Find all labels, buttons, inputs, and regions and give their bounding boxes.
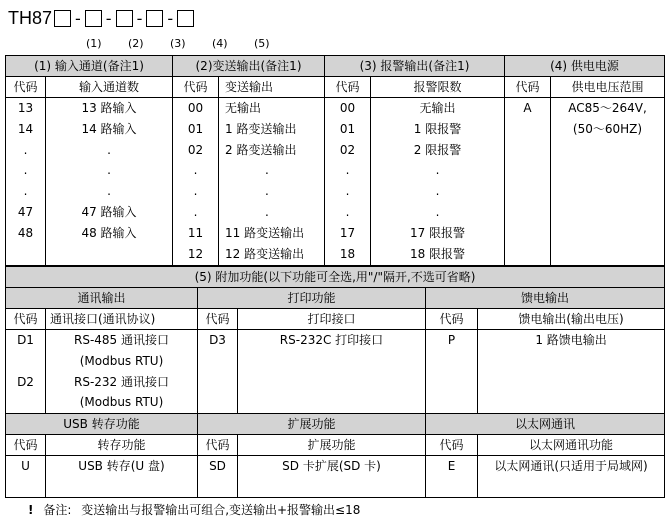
cell-text: D3 [209,333,226,347]
cell-text: . [345,163,350,178]
cell-text: . [435,163,440,178]
cell-text: 11 [187,225,204,240]
cell-text: . [107,184,111,199]
alarm-desc-cell [371,98,505,266]
cell-text: 13 [17,101,34,115]
cell-text: RS-485 通讯接口 [73,333,169,347]
cell-text: 48 路输入 [81,225,137,240]
cell-text: 1 限报警 [413,121,462,136]
cell-text: 14 [17,121,34,136]
header-input: (1) 输入通道(备注1) [6,56,173,77]
cell-text: 02 [187,142,204,157]
subheader: 代码 [505,77,551,98]
code-box-1 [54,10,71,27]
cell-text: 11 路变送输出 [225,225,305,240]
header-transmit: (2)变送输出(备注1) [173,56,325,77]
power-code-cell [505,98,551,266]
subheader: 代码 [198,309,238,330]
cell-text: 以太网通讯(只适用于局域网) [494,459,648,474]
index-label: (5) [254,37,270,50]
usb-desc-cell [46,456,198,498]
spacer [6,351,45,372]
cell-text: 2 路变送输出 [225,142,297,157]
cell-text: . [107,142,111,157]
cell-text: . [435,204,440,219]
cell-text: SD [209,459,226,474]
subheader: 报警限数 [371,77,505,98]
cell-text: 00 [339,101,356,115]
cell-text: . [23,163,28,178]
cell-text: (Modbus RTU) [79,353,164,368]
cell-text: E [447,459,456,474]
subheader: 代码 [173,77,219,98]
dash: - [136,8,143,28]
group-ethernet: 以太网通讯 [426,414,665,435]
subheader: 代码 [6,435,46,456]
transmit-code-cell [173,98,219,266]
cell-text: . [435,184,440,199]
input-code-cell [6,98,46,266]
subheader: 通讯接口(通讯协议) [46,309,198,330]
dash: - [167,8,174,28]
index-label: (1) [86,37,102,50]
group-comm: 通讯输出 [6,288,198,309]
cell-text: 47 [17,204,34,219]
cell-text: SD 卡扩展(SD 卡) [282,459,381,474]
code-box-2 [85,10,102,27]
cell-text: 2 限报警 [413,142,462,157]
subheader: 代码 [198,435,238,456]
cell-text: 02 [339,142,356,157]
cell-text: 47 路输入 [81,204,137,219]
cell-text: 17 限报警 [409,225,466,240]
cell-text: 01 [339,121,356,136]
cell-text: . [345,204,350,219]
spec-table-top [5,55,665,266]
cell-text: 无输出 [225,101,262,115]
index-label: (2) [128,37,144,50]
cell-text: 00 [187,101,204,115]
cell-text: . [193,184,198,199]
comm-code-cell [6,330,46,414]
section-additional-title: (5) 附加功能(以下功能可全选,用"/"隔开,不选可省略) [6,267,665,288]
subheader: 代码 [6,77,46,98]
note-text: 变送输出与报警输出可组合,变送输出+报警输出≤18 [81,503,361,517]
cell-text: 48 [17,225,34,240]
cell-text: AC85～264V, [568,101,647,115]
cell-text: U [21,459,30,474]
cell-text: . [265,163,269,178]
cell-text: RS-232C 打印接口 [279,333,384,347]
subheader: 以太网通讯功能 [478,435,665,456]
cell-text: 1 路变送输出 [225,121,297,136]
index-label: (4) [212,37,228,50]
cell-text: (50～60HZ) [572,121,643,136]
cell-text: . [265,184,269,199]
group-expand: 扩展功能 [198,414,426,435]
group-feed: 馈电输出 [426,288,665,309]
cell-text: 18 限报警 [409,246,466,261]
cell-text: USB 转存(U 盘) [78,459,165,474]
subheader: 代码 [426,309,478,330]
subheader: 扩展功能 [238,435,426,456]
code-box-5 [177,10,194,27]
header-alarm: (3) 报警输出(备注1) [325,56,505,77]
subheader: 代码 [325,77,371,98]
group-usb: USB 转存功能 [6,414,198,435]
subheader: 供电电压范围 [551,77,665,98]
subheader: 变送输出 [219,77,325,98]
cell-text: A [523,101,532,115]
cell-text: 01 [187,121,204,136]
cell-text: P [447,333,456,347]
model-code [8,4,194,32]
alarm-code-cell [325,98,371,266]
spec-table-bottom [5,266,665,498]
dash: - [105,8,112,28]
comm-desc-cell [46,330,198,414]
cell-text: . [265,204,269,219]
cell-text: . [345,184,350,199]
expand-desc-cell [238,456,426,498]
subheader: 打印接口 [238,309,426,330]
subheader: 转存功能 [46,435,198,456]
cell-text: 14 路输入 [81,121,137,136]
footnote [28,501,360,518]
subheader: 代码 [6,309,46,330]
cell-text: . [23,142,28,157]
print-code-cell [198,330,238,414]
group-print: 打印功能 [198,288,426,309]
cell-text: . [107,163,111,178]
power-range-cell [551,98,665,266]
expand-code-cell [198,456,238,498]
cell-text: 12 路变送输出 [225,246,305,261]
cell-text: . [193,204,198,219]
cell-text: . [23,184,28,199]
ethernet-code-cell [426,456,478,498]
feed-code-cell [426,330,478,414]
subheader: 馈电输出(输出电压) [478,309,665,330]
cell-text: 1 路馈电输出 [535,333,607,347]
header-power: (4) 供电电源 [505,56,665,77]
cell-text: 无输出 [419,101,456,115]
cell-text: D2 [17,374,34,389]
index-label: (3) [170,37,186,50]
cell-text: 12 [187,246,204,261]
input-count-cell [46,98,173,266]
cell-text: 13 路输入 [81,101,137,115]
cell-text: . [193,163,198,178]
code-box-4 [146,10,163,27]
print-desc-cell [238,330,426,414]
code-box-3 [116,10,133,27]
cell-text: 18 [339,246,356,261]
cell-text: 17 [339,225,356,240]
feed-desc-cell [478,330,665,414]
note-label: 备注: [43,503,72,517]
warning-mark: ! [28,503,34,517]
cell-text: RS-232 通讯接口 [73,374,169,389]
model-prefix: TH87 [8,7,53,28]
subheader: 代码 [426,435,478,456]
usb-code-cell [6,456,46,498]
ethernet-desc-cell [478,456,665,498]
transmit-desc-cell [219,98,325,266]
dash: - [75,8,81,28]
cell-text: (Modbus RTU) [79,395,164,410]
cell-text: D1 [17,333,34,347]
subheader: 输入通道数 [46,77,173,98]
